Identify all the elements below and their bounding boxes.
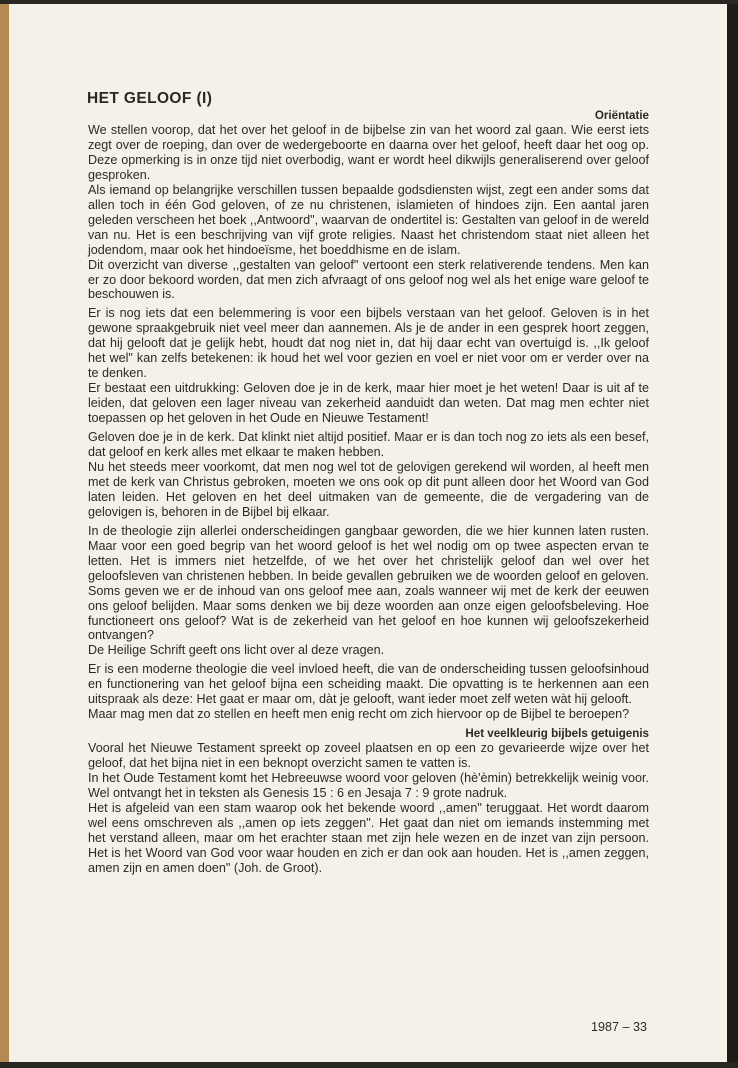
paragraph: In het Oude Testament komt het Hebreeuwse woord voor geloven (hè'èmin) betrekkelijk weinig voor. Wel ontvangt het in teksten als Genesis 15 : 6 en Jesaja 7 : 9 grote nadruk. [88, 771, 649, 801]
paragraph: Dit overzicht van diverse ,,gestalten van geloof" vertoont een sterk relativerende tendens. Men kan er zo door bekoord worden, dat men zich afvraagt of ons geloof nog wel als het enige ware geloof te beschouwen is. [88, 257, 649, 302]
section-heading-orientatie: Oriëntatie [594, 109, 649, 122]
paragraph: Er is nog iets dat een belemmering is voor een bijbels verstaan van het geloof. Geloven is in het gewone spraakgebruik niet veel meer dan aannemen. Als je de ander in een gesprek hoort zeggen, dat hij gelooft dat je gelijk hebt, houdt dat nog niet in, dat hij daar echt van overtuigd is. ,,Ik geloof het wel" kan zelfs betekenen: ik houd het wel voor gezien en voel er niet voor om er verder over na te denken. [88, 306, 649, 381]
scan-dark-edge [727, 4, 738, 1062]
article-body [88, 108, 649, 876]
paragraph: Vooral het Nieuwe Testament spreekt op zoveel plaatsen en op een zo gevarieerde wijze over het geloof, dat het bijna niet in een beknopt overzicht samen te vatten is. [88, 741, 649, 771]
page-title: HET GELOOF (I) [87, 90, 213, 107]
page-number: 1987 – 33 [590, 1020, 647, 1034]
paragraph: Het is afgeleid van een stam waarop ook het bekende woord ,,amen" teruggaat. Het wordt daarom wel eens omschreven als ,,amen op iets zeggen". Het gaat dan niet om iemands instemming met het verstand alleen, maar om het erachter staan met zijn hele wezen en de inzet van zijn persoon. Het is het Woord van God voor waar houden en zich er dan ook aan houden. Het is ,,amen zeggen, amen zijn en amen doen" (Joh. de Groot). [88, 800, 649, 875]
paragraph: Geloven doe je in de kerk. Dat klinkt niet altijd positief. Maar er is dan toch nog zo iets als een besef, dat geloof en kerk alles met elkaar te maken hebben. [88, 430, 649, 460]
book-binding-edge [0, 4, 9, 1062]
paragraph: De Heilige Schrift geeft ons licht over al deze vragen. [88, 643, 385, 658]
paragraph: Er bestaat een uitdrukking: Geloven doe je in de kerk, maar hier moet je het weten! Daar is uit af te leiden, dat geloven een lager niveau van zekerheid aanduidt dan weten. Dat mag men echter niet toepassen op het geloven in het Oude en Nieuwe Testament! [88, 381, 649, 426]
paragraph: Er is een moderne theologie die veel invloed heeft, die van de onderscheiding tussen geloofsinhoud en functionering van het geloof bijna een scheiding maakt. Die opvatting is te herkennen aan een uitspraak als deze: Het gaat er maar om, dàt je gelooft, want ieder moet zelf weten wàt hij gelooft. [88, 662, 649, 707]
paragraph: Maar mag men dat zo stellen en heeft men enig recht om zich hiervoor op de Bijbel te beroepen? [88, 707, 630, 722]
paragraph: Nu het steeds meer voorkomt, dat men nog wel tot de gelovigen gerekend wil worden, al heeft men met de kerk van Christus gebroken, moeten we ons ook op dit punt alleen door het Woord van God laten leiden. Het geloven en het deel uitmaken van de gemeente, die de vergadering van de gelovigen is, behoren in de Bijbel bij elkaar. [88, 459, 649, 519]
paragraph: We stellen voorop, dat het over het geloof in de bijbelse zin van het woord zal gaan. Wie eerst iets zegt over de roeping, dan over de wedergeboorte en daarna over het geloof, heeft daar het oog op. Deze opmerking is in onze tijd niet overbodig, want er wordt heel dikwijls generaliserend over geloof gesproken. [88, 123, 649, 182]
section-heading-getuigenis: Het veelkleurig bijbels getuigenis [465, 727, 649, 741]
paragraph: Als iemand op belangrijke verschillen tussen bepaalde godsdiensten wijst, zegt een ander soms dat allen toch in één God geloven, of ze nu christenen, islamieten of hindoes zijn. Een aantal jaren geleden verscheen het boek ,,Antwoord", waarvan de ondertitel is: Gestalten van geloof in de wereld van nu. Het is een beschrijving van vijf grote religies. Naast het christendom staat niet alleen het jodendom, maar ook het hindoeïsme, het boeddhisme en de islam. [88, 182, 649, 257]
document-page [9, 4, 727, 1062]
paragraph: In de theologie zijn allerlei onderscheidingen gangbaar geworden, die we hier kunnen laten rusten. Maar voor een goed begrip van het woord geloof is het wel nodig om op twee aspecten ervan te letten. Het is immers niet hetzelfde, of we het over het christelijk geloof dan wel over het geloofsleven van christenen hebben. In beide gevallen gebruiken we de woorden geloof en geloven. Soms geven we er de inhoud van ons geloof mee aan, zoals wanneer wij met de kerk der eeuwen ons geloof belijden. Maar soms denken we bij deze woorden aan onze eigen geloofsbeleving. Hoe functioneert ons geloof? Wat is de zekerheid van het geloof en hoe kunnen wij geloofszekerheid ontvangen? [88, 523, 649, 643]
